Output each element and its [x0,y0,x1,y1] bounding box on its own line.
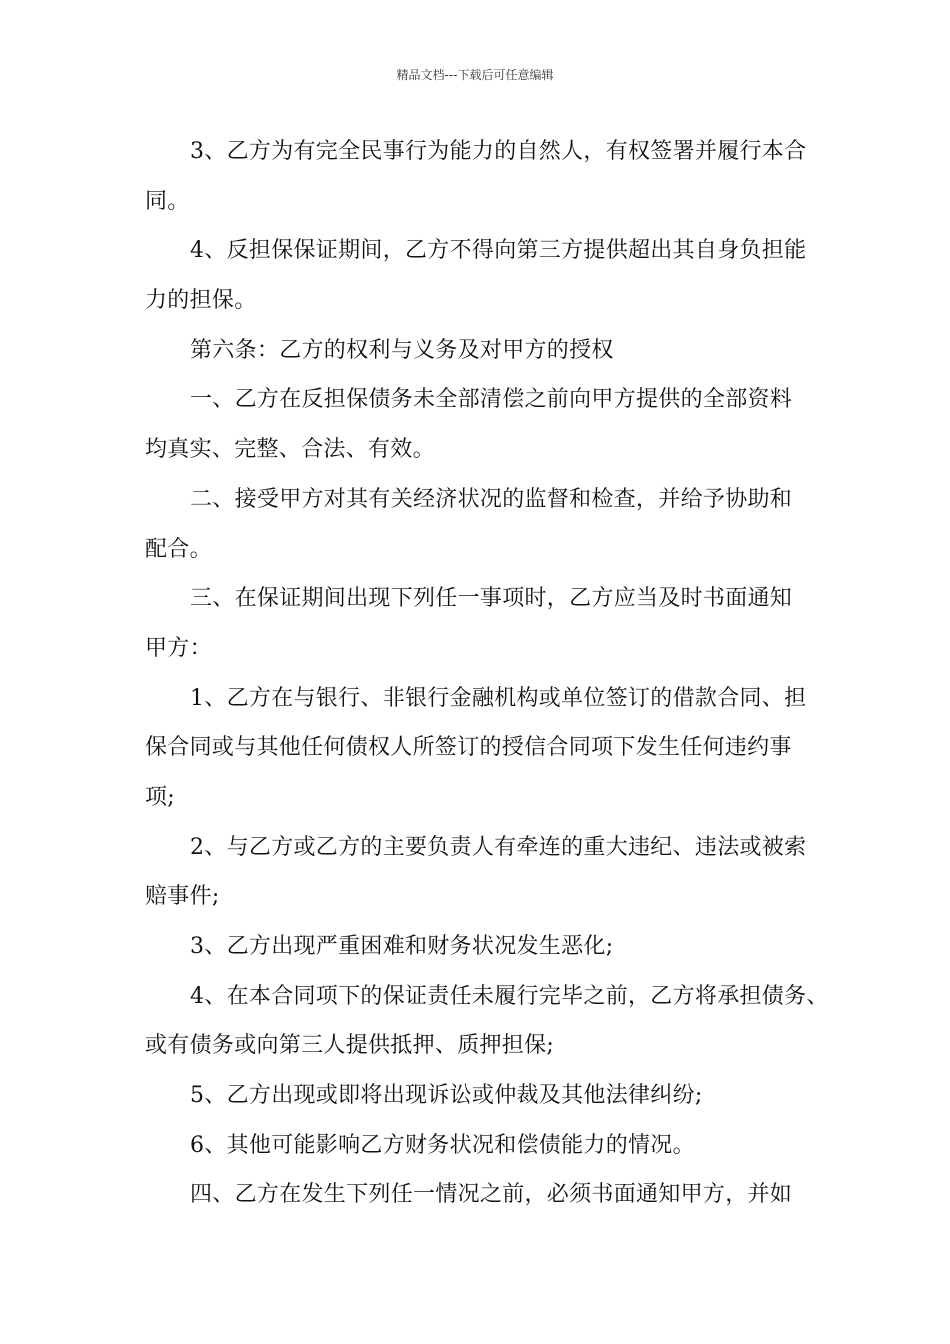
text-line: 3、乙方为有完全民事行为能力的自然人，有权签署并履行本合 [190,139,807,164]
text-line: 力的担保。 [145,288,257,314]
document-body [145,127,845,1220]
text-line: 5、乙方出现或即将出现诉讼或仲裁及其他法律纠纷; [190,1083,703,1109]
text-line: 4、反担保保证期间，乙方不得向第三方提供超出其自身负担能 [190,238,807,264]
text-line: 二、接受甲方对其有关经济状况的监督和检查，并给予协助和 [190,486,793,512]
text-line: 三、在保证期间出现下列任一事项时，乙方应当及时书面通知 [190,586,793,612]
page-header: 精品文档---下载后可任意编辑 [396,68,554,82]
text-line: 甲方： [145,635,212,661]
text-line: 配合。 [145,536,212,562]
text-line: 同。 [145,188,190,214]
text-line: 或有债务或向第三人提供抵押、质押担保; [145,1033,555,1059]
text-line: 3、乙方出现严重困难和财务状况发生恶化; [190,934,614,959]
text-line: 第六条：乙方的权利与义务及对甲方的授权 [190,337,614,363]
text-line: 四、乙方在发生下列任一情况之前，必须书面通知甲方，并如 [190,1182,793,1208]
text-line: 保合同或与其他任何债权人所签订的授信合同项下发生任何违约事 [145,735,792,761]
text-line: 均真实、完整、合法、有效。 [145,437,435,463]
text-line: 6、其他可能影响乙方财务状况和偿债能力的情况。 [190,1132,695,1158]
text-line: 4、在本合同项下的保证责任未履行完毕之前，乙方将承担债务、 [190,983,829,1009]
text-line: 1、乙方在与银行、非银行金融机构或单位签订的借款合同、担 [190,685,807,711]
text-line: 2、与乙方或乙方的主要负责人有牵连的重大违纪、违法或被索 [190,834,807,860]
text-line: 项; [145,784,176,810]
text-line: 赔事件; [145,884,220,910]
text-line: 一、乙方在反担保债务未全部清偿之前向甲方提供的全部资料 [190,387,793,413]
